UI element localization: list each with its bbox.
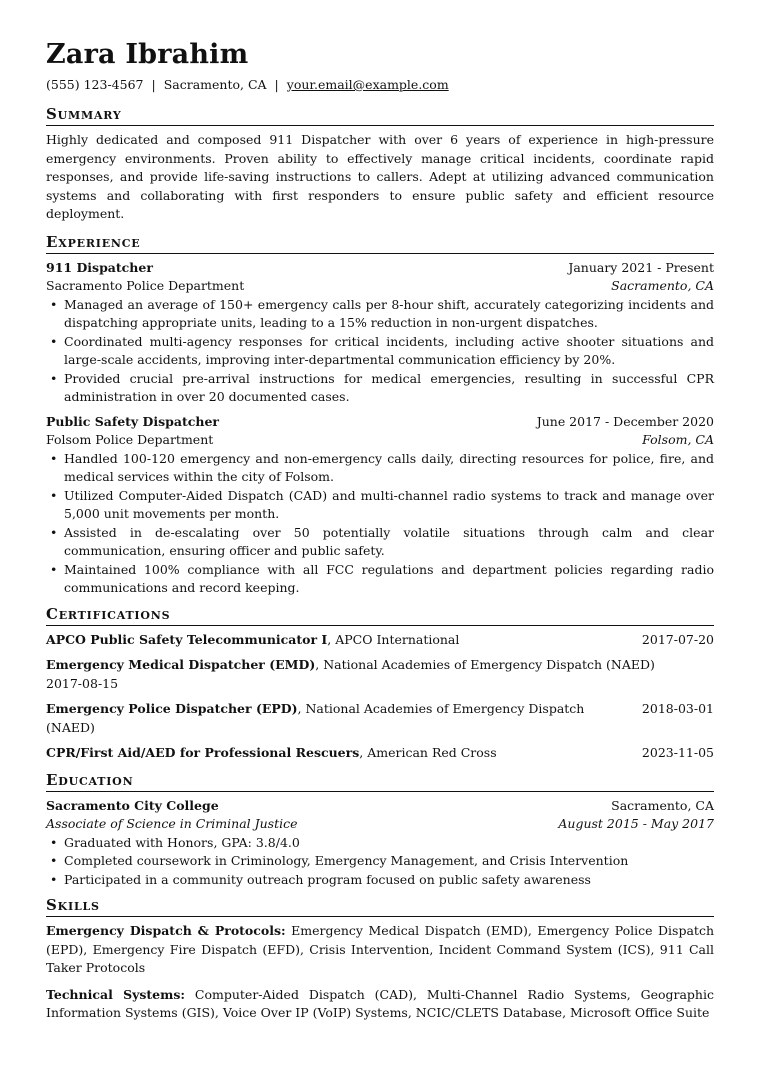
certification-date: 2017-07-20	[641, 631, 714, 647]
job-header	[46, 413, 714, 432]
section-title: Summary	[46, 104, 714, 126]
section-title: Experience	[46, 232, 714, 254]
list-item: • Provided crucial pre-arrival instructions for medical emergencies, resulting in successful CPR administration in over 20 documented cases.	[64, 370, 714, 407]
education-header	[46, 797, 714, 816]
certification-name: Emergency Police Dispatcher (EPD)	[46, 701, 298, 716]
certification-item	[46, 656, 714, 693]
list-item: • Coordinated multi-agency responses for critical incidents, including active shooter situations and large-scale accidents, improving inter-departmental communication efficiency by 20%.	[64, 333, 714, 370]
summary-section	[46, 104, 714, 224]
email-link[interactable]: your.email@example.com	[286, 77, 449, 92]
list-item: • Completed coursework in Criminology, Emergency Management, and Crisis Intervention	[64, 852, 714, 871]
education-subheader	[46, 815, 714, 834]
school-location: Sacramento, CA	[611, 797, 714, 813]
certification-name: CPR/First Aid/AED for Professional Rescuers	[46, 745, 360, 760]
certification-item	[46, 700, 714, 737]
job-title: 911 Dispatcher	[46, 259, 153, 275]
job-subheader	[46, 277, 714, 296]
school-name: Sacramento City College	[46, 797, 219, 813]
contact-line	[46, 76, 714, 94]
certification-issuer: , APCO International	[327, 631, 460, 647]
job-bullets	[46, 450, 714, 598]
job-title: Public Safety Dispatcher	[46, 413, 220, 429]
phone: (555) 123-4567	[46, 77, 144, 92]
list-item: • Handled 100-120 emergency and non-emergency calls daily, directing resources for police, fire, and medical services within the city of Folsom.	[64, 450, 714, 487]
experience-section	[46, 232, 714, 598]
skill-label: Technical Systems:	[46, 986, 186, 1002]
job-entry	[46, 413, 714, 598]
skill-text: Emergency Medical Dispatch (EMD), Emergency Police Dispatch (EPD), Emergency Fire Dispatch (EFD), Crisis Intervention, Incident Command System (ICS), 911 Call Taker Protocols	[46, 923, 714, 975]
education-dates: August 2015 - May 2017	[558, 816, 714, 831]
section-title: Skills	[46, 895, 714, 917]
list-item: • Managed an average of 150+ emergency calls per 8-hour shift, accurately categorizing incidents and dispatching appropriate units, leading to a 15% reduction in non-urgent dispatches.	[64, 296, 714, 333]
certification-name: Emergency Medical Dispatcher (EMD)	[46, 657, 316, 672]
summary-text: Highly dedicated and composed 911 Dispatcher with over 6 years of experience in high-pressure emergency environments. Proven ability to effectively manage critical incidents, coordinate rapid responses, and provide life-saving instructions to callers. Adept at utilizing advanced communication systems and collaborating with first responders to ensure public safety and efficient resource deployment.	[46, 132, 714, 221]
list-item: • Maintained 100% compliance with all FCC regulations and department policies regarding radio communications and record keeping.	[64, 561, 714, 598]
list-item: • Participated in a community outreach program focused on public safety awareness	[64, 871, 714, 890]
candidate-name: Zara Ibrahim	[46, 39, 249, 70]
list-item: • Assisted in de-escalating over 50 potentially volatile situations through calm and clear communication, ensuring officer and public safety.	[64, 524, 714, 561]
skills-section	[46, 895, 714, 1023]
certification-text	[46, 631, 459, 650]
certification-date: 2023-11-05	[641, 745, 714, 760]
job-location: Folsom, CA	[642, 432, 714, 447]
job-dates: June 2017 - December 2020	[536, 413, 714, 429]
skill-group	[46, 922, 714, 978]
certifications-section	[46, 604, 714, 763]
job-org: Folsom Police Department	[46, 432, 214, 447]
skill-label: Emergency Dispatch & Protocols:	[46, 923, 286, 938]
certification-issuer: , American Red Cross	[359, 745, 497, 760]
certification-date: 2018-03-01	[641, 701, 714, 716]
list-item: • Graduated with Honors, GPA: 3.8/4.0	[64, 834, 714, 853]
certification-name: APCO Public Safety Telecommunicator I	[46, 631, 328, 647]
section-title: Certifications	[46, 604, 714, 626]
job-subheader	[46, 431, 714, 450]
list-item: • Utilized Computer-Aided Dispatch (CAD) and multi-channel radio systems to track and manage over 5,000 unit movements per month.	[64, 487, 714, 524]
education-bullets	[46, 834, 714, 890]
certification-text	[46, 656, 714, 675]
job-header	[46, 259, 714, 278]
section-title: Education	[46, 770, 714, 792]
certification-date: 2017-08-15	[46, 675, 119, 691]
skill-text: Computer-Aided Dispatch (CAD), Multi-Channel Radio Systems, Geographic Information Systems (GIS), Voice Over IP (VoIP) Systems, NCIC/CLETS Database, Microsoft Office Suite	[46, 986, 714, 1020]
certification-text	[46, 744, 497, 763]
certification-text	[46, 700, 634, 737]
location: Sacramento, CA	[163, 77, 267, 92]
job-org: Sacramento Police Department	[46, 278, 245, 293]
certification-item	[46, 744, 714, 763]
job-location: Sacramento, CA	[611, 278, 714, 293]
certification-item	[46, 631, 714, 650]
job-bullets	[46, 296, 714, 407]
separator: |	[274, 77, 279, 92]
education-section	[46, 770, 714, 890]
job-dates: January 2021 - Present	[568, 259, 714, 275]
degree: Associate of Science in Criminal Justice	[46, 816, 298, 831]
separator: |	[151, 77, 156, 92]
certification-issuer: , National Academies of Emergency Dispatch (NAED)	[46, 701, 585, 735]
certification-issuer: , National Academies of Emergency Dispatch (NAED)	[315, 657, 655, 672]
job-entry	[46, 259, 714, 407]
skill-group	[46, 986, 714, 1023]
